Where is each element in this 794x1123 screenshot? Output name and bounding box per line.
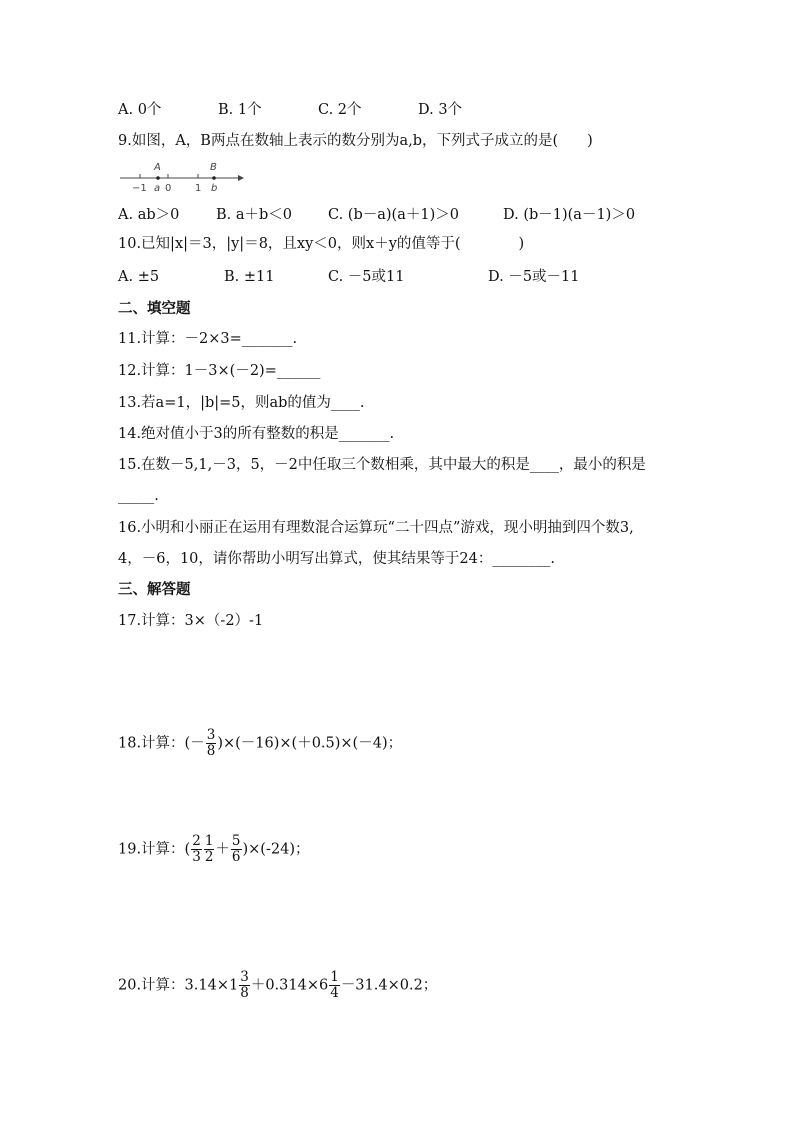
section-fill-in-title: 二、填空题 — [118, 300, 191, 317]
label-1: 1 — [195, 183, 202, 194]
q10-option-c: C. －5或11 — [328, 269, 405, 285]
q18-prefix: 18.计算：(－ — [118, 735, 205, 752]
q16-line1: 16.小明和小丽正在运用有理数混合运算玩“二十四点”游戏，现小明抽到四个数3, — [118, 520, 634, 536]
q19-frac2-den: 2 — [204, 849, 214, 865]
q12: 12.计算：1－3×(－2)=______ — [118, 363, 321, 379]
q8-option-d: D. 3个 — [418, 102, 463, 118]
q20-frac2-den: 4 — [330, 985, 339, 1001]
q8-option-c: C. 2个 — [318, 102, 362, 118]
q18-frac-num: 3 — [206, 727, 216, 743]
q19-frac3-num: 5 — [231, 833, 241, 849]
label-A: A — [154, 162, 161, 173]
q20-frac1-den: 8 — [240, 985, 249, 1001]
q10-option-b: B. ±11 — [224, 269, 275, 285]
q20 — [118, 970, 437, 1001]
q20-frac2-num: 1 — [330, 969, 339, 985]
number-line-figure — [118, 160, 248, 196]
q18-frac-den: 8 — [206, 743, 216, 759]
q19 — [118, 834, 309, 865]
q18-fraction — [206, 728, 217, 759]
q15-line2: _____. — [118, 488, 159, 504]
number-line-arrow — [238, 175, 244, 181]
q19-frac2-num: 1 — [204, 833, 214, 849]
label-0: 0 — [165, 183, 172, 194]
q9-option-a: A. ab＞0 — [118, 207, 180, 223]
label-neg1: −1 — [132, 183, 147, 194]
q8-options — [118, 100, 462, 120]
q18 — [118, 728, 402, 759]
q10-options — [118, 267, 580, 287]
q19-frac3-den: 6 — [231, 849, 241, 865]
q13: 13.若a=1，|b|=5，则ab的值为____. — [118, 395, 365, 411]
q19-fraction-1 — [191, 834, 202, 865]
q10-stem: 10.已知|x|＝3，|y|＝8，且xy＜0，则x＋y的值等于( ) — [118, 236, 525, 252]
q20-fraction-1 — [239, 970, 250, 1001]
q19-frac1-num: 2 — [192, 833, 201, 849]
q19-fraction-3 — [231, 834, 242, 865]
q18-suffix: )×(－16)×(＋0.5)×(－4)； — [217, 735, 403, 752]
q9-options — [118, 205, 635, 225]
q19-frac1-den: 3 — [192, 849, 201, 865]
q20-prefix: 20.计算：3.14×1 — [118, 977, 239, 994]
q17: 17.计算：3×（-2）-1 — [118, 613, 264, 629]
q19-fraction-2 — [204, 834, 215, 865]
label-a: a — [154, 183, 161, 194]
q8-option-a: A. 0个 — [118, 102, 162, 118]
q19-plus: ＋ — [215, 841, 230, 858]
q20-fraction-2 — [329, 970, 340, 1001]
q20-frac1-num: 3 — [240, 969, 249, 985]
q9-option-b: B. a＋b＜0 — [216, 207, 293, 223]
q10-option-a: A. ±5 — [118, 269, 160, 285]
q20-suffix: －31.4×0.2； — [340, 977, 438, 994]
point-b — [212, 176, 216, 180]
q16-line2: 4，－6，10，请你帮助小明写出算式，使其结果等于24：________. — [118, 551, 555, 567]
q9-option-c: C. (b－a)(a＋1)＞0 — [328, 207, 459, 223]
q10-option-d: D. －5或－11 — [488, 269, 580, 285]
q19-prefix: 19.计算：( — [118, 841, 191, 858]
q9-option-d: D. (b－1)(a－1)＞0 — [503, 207, 636, 223]
section-solve-title: 三、解答题 — [118, 581, 191, 598]
q14: 14.绝对值小于3的所有整数的积是_______. — [118, 426, 395, 442]
label-B: B — [210, 162, 217, 173]
point-a — [156, 176, 160, 180]
q9-stem: 9.如图，A，B两点在数轴上表示的数分别为a,b，下列式子成立的是( ) — [118, 133, 593, 149]
q15-line1: 15.在数－5,1,－3，5，－2中任取三个数相乘，其中最大的积是____，最小的积是 — [118, 457, 646, 473]
q8-option-b: B. 1个 — [218, 102, 262, 118]
q11: 11.计算：－2×3=_______. — [118, 331, 298, 347]
q20-mid: ＋0.314×6 — [250, 977, 329, 994]
q19-suffix: )×(-24)； — [242, 841, 310, 858]
label-b: b — [211, 183, 218, 194]
